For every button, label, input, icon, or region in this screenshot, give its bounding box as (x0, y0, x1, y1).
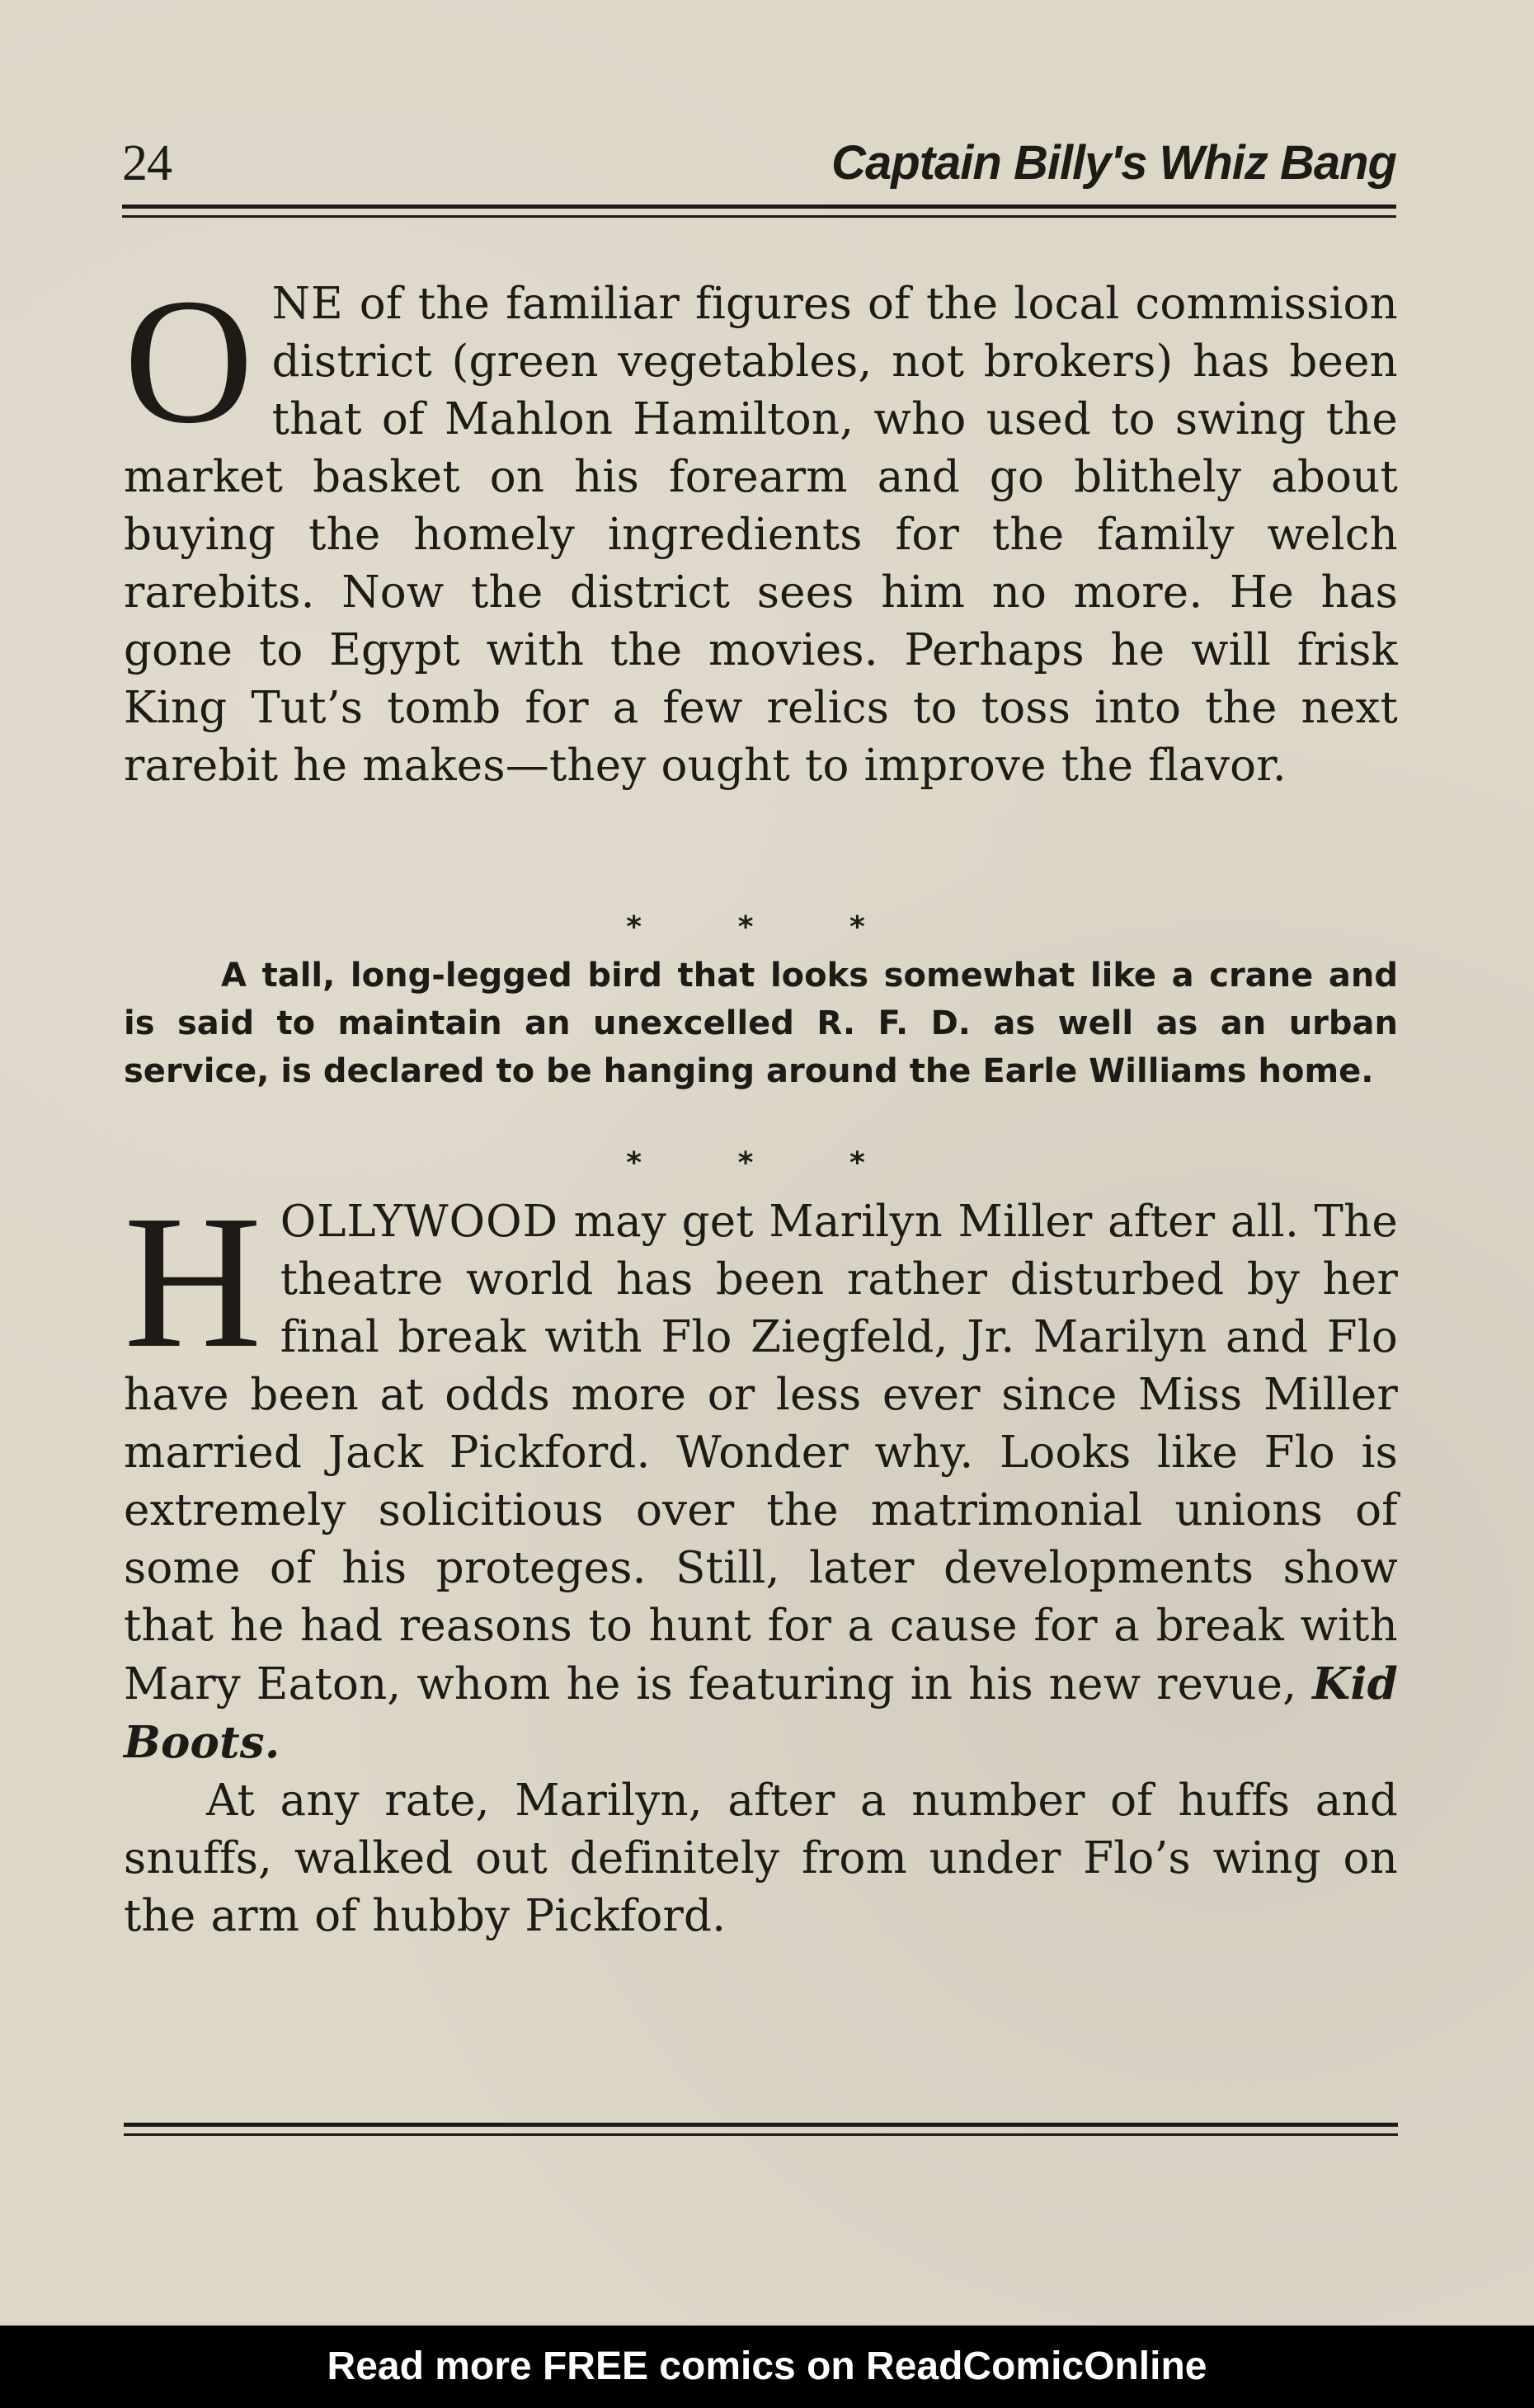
drop-cap: H (124, 1176, 262, 1388)
running-title: Captain Billy's Whiz Bang (831, 136, 1396, 190)
separator-stars: * * * (626, 1146, 908, 1180)
lead-in: OLLYWOOD (280, 1197, 559, 1247)
article-paragraph (124, 1176, 1398, 1772)
article-mahlon-hamilton (124, 262, 1398, 795)
footer-rule (124, 2123, 1398, 2136)
article-body: may get Marilyn Miller after all. The theatre world has been rather disturbed by her final break with Flo Ziegfeld, Jr. Marilyn and Flo have been at odds more or less ever since Miss Miller married Jack Pickford. Wonder why. Looks like Flo is extremely solicitious over the matrimonial unions of some of his proteges. Still, later developments show that he had reasons to hunt for a cause for a break with Mary Eaton, whom he is featuring in his new revue, (124, 1197, 1398, 1710)
header-rule (122, 205, 1396, 218)
promo-banner[interactable]: Read more FREE comics on ReadComicOnline (0, 2326, 1534, 2408)
lead-in: NE (271, 279, 344, 329)
page-header (122, 122, 1396, 205)
gossip-note: A tall, long-legged bird that looks somewhat like a crane and is said to maintain an unexcelled R. F. D. as well as an urban service, is declared to be hanging around the Earle Williams home. (124, 957, 1398, 1090)
article-paragraph: At any rate, Marilyn, after a number of huffs and snuffs, walked out definitely from under Flo’s wing on the arm of hubby Pickford. (124, 1775, 1398, 1941)
article-marilyn-miller (124, 1176, 1398, 1945)
article-paragraph (124, 262, 1398, 795)
page-number: 24 (122, 135, 172, 191)
drop-cap: O (124, 262, 254, 461)
separator-stars: * * * (626, 910, 908, 944)
article-body: of the familiar figures of the local commission district (green vegetables, not brokers) has been that of Mahlon Hamilton, who used to swing the market basket on his forearm and go blithely about buying the homely ingredients for the family welch rarebits. Now the district sees him no more. He has gone to Egypt with the movies. Perhaps he will frisk King Tut’s tomb for a few relics to toss into the next rarebit he makes—they ought to improve the flavor. (124, 279, 1398, 791)
revue-title: Kid Boots. (124, 1658, 1398, 1768)
